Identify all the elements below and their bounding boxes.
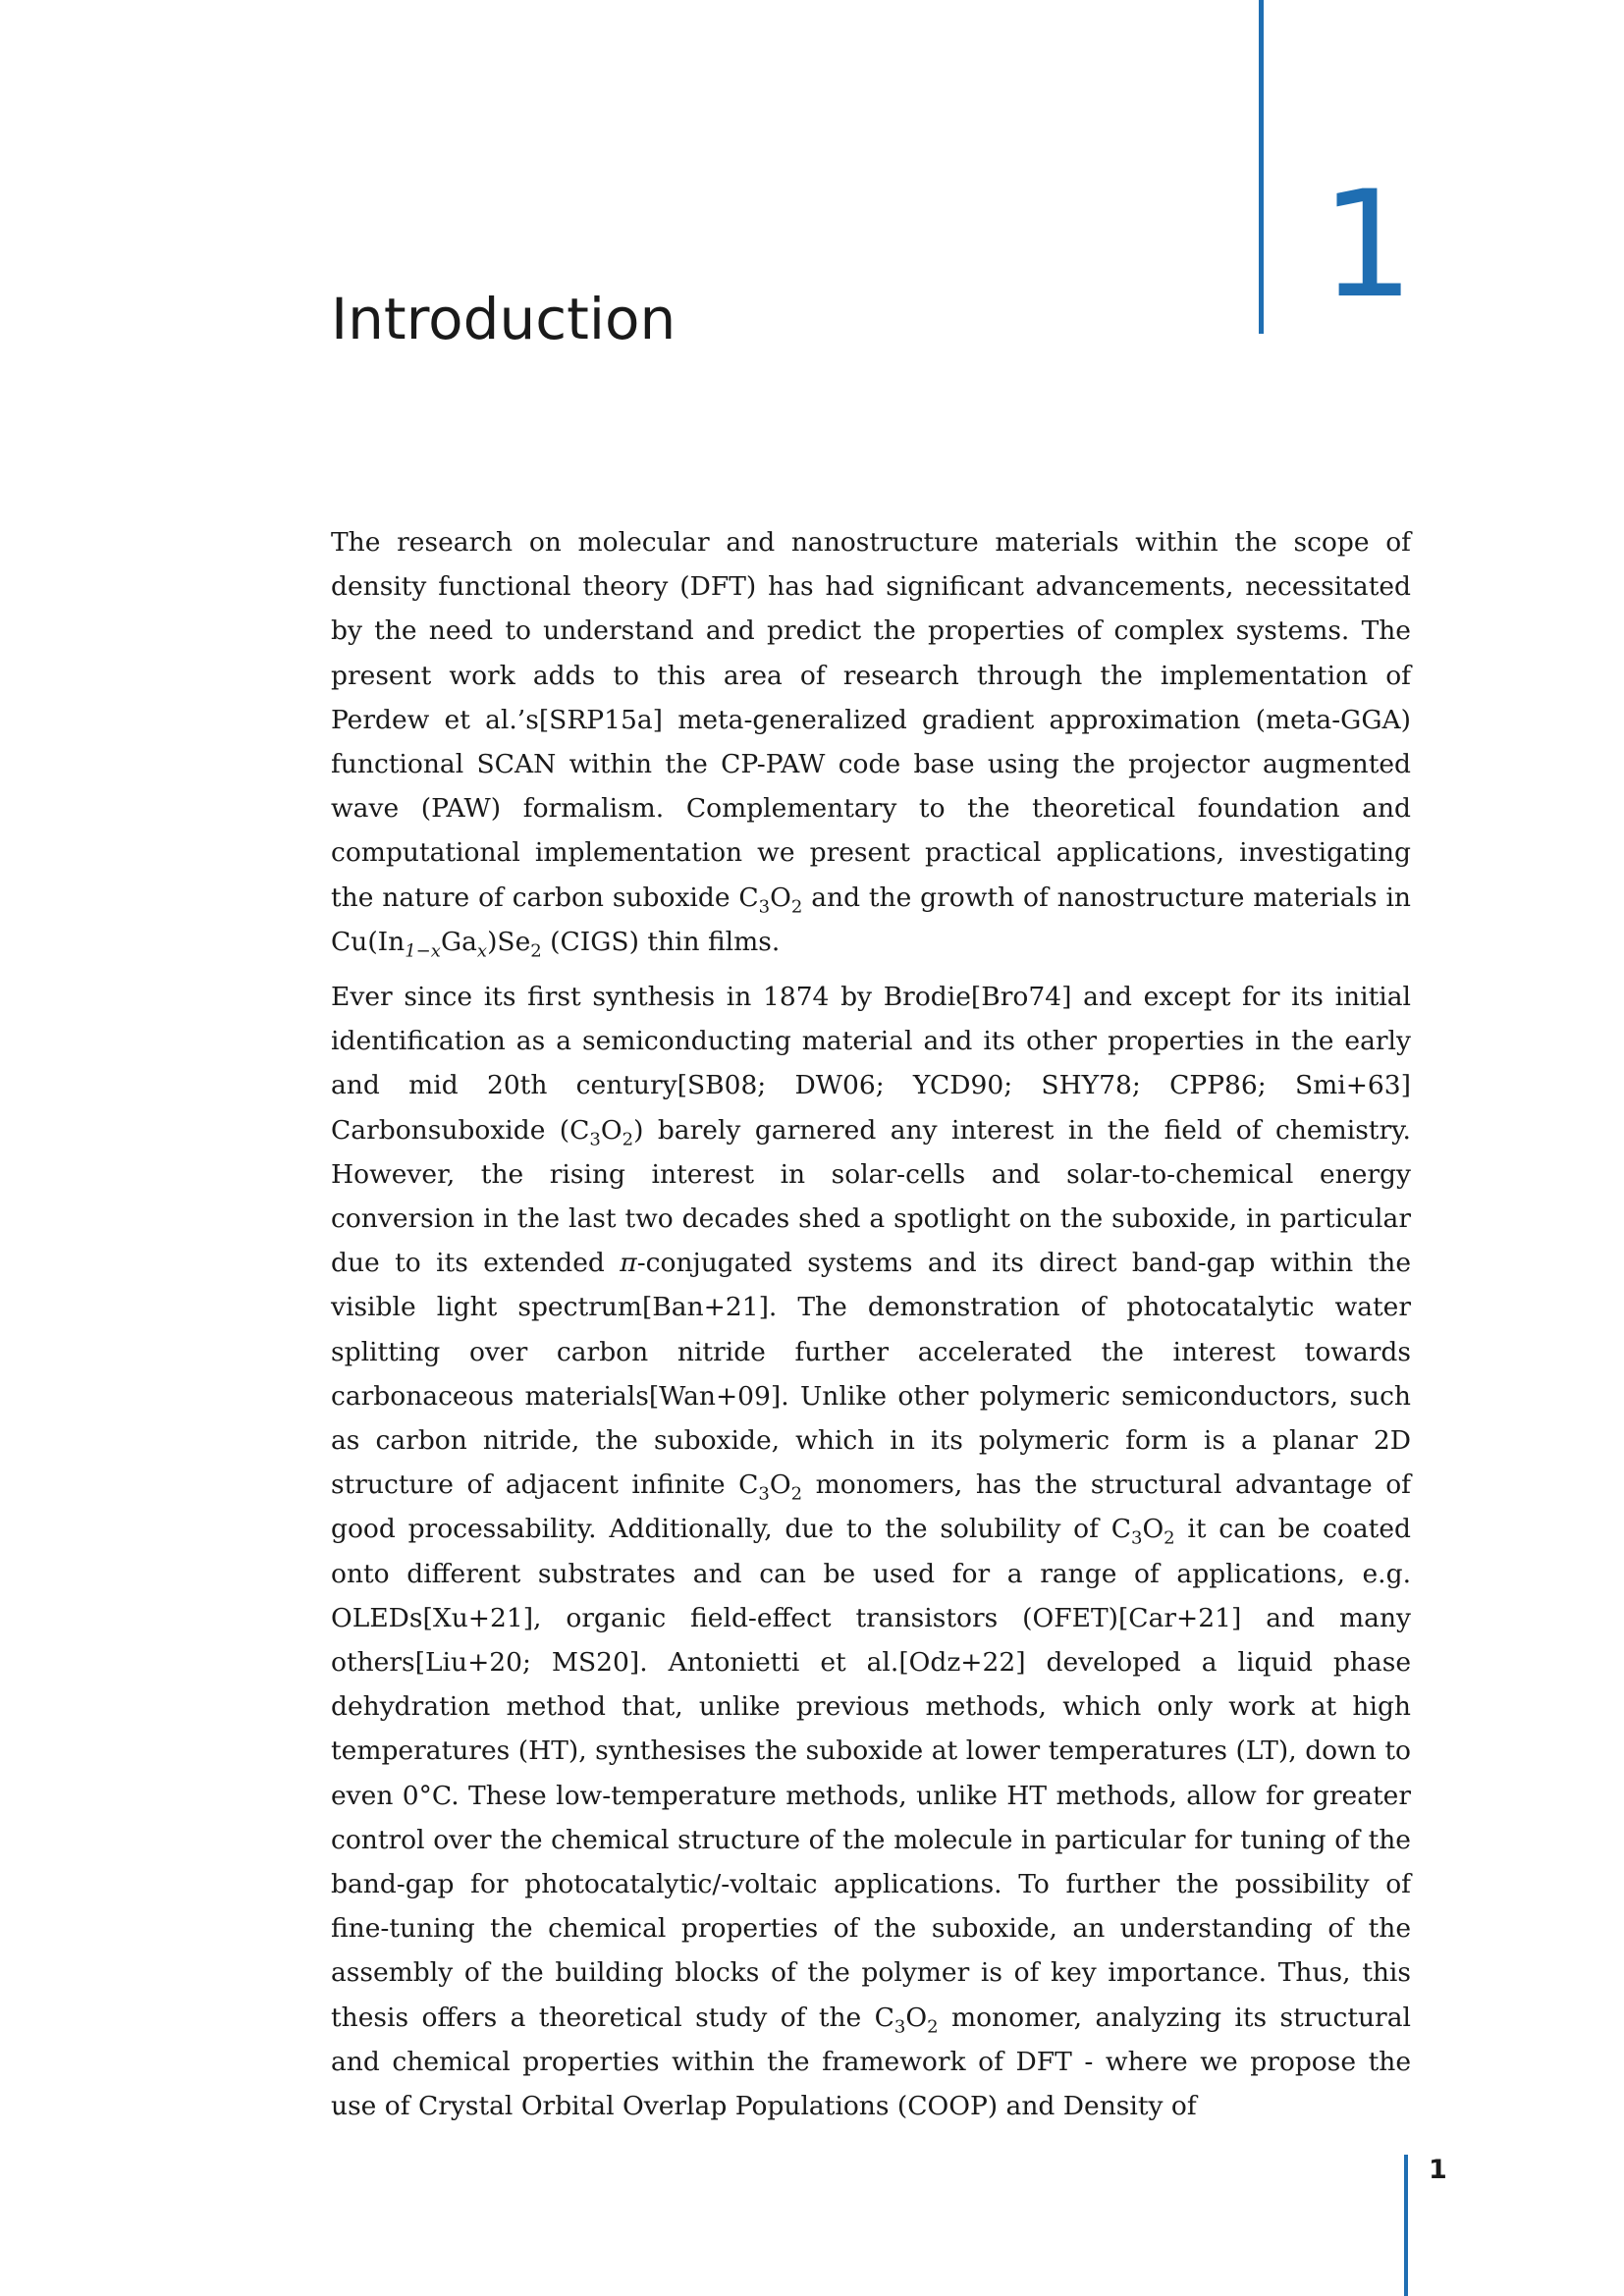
formula: $C_3O_2$: [1110, 1514, 1175, 1549]
text-run: monomers, has the structural advantage of good processability. Additionally, due to the solubility of: [331, 1469, 1411, 1545]
formula: $C_3O_2$: [738, 1469, 803, 1505]
chapter-title: Introduction: [331, 286, 677, 352]
formula: $Cu(In_{1-x}Ga_x)Se_2$: [331, 926, 542, 962]
text-run: The research on molecular and nanostructure materials within the scope of density functional theory (DFT) has had significant advancements, necessitated by the need to understand and predict the properties of complex systems. The present work adds to this area of research through the implementation of Perdew et al.’s[SRP15a] meta-generalized gradient approximation (meta-GGA) functional SCAN within the CP-PAW code base using the projector augmented wave (PAW) formalism. Complementary to the theoretical foundation and computational implementation we present practical applications, investigating the nature of carbon suboxide: [331, 527, 1411, 913]
text-run: -conjugated systems and its direct band-gap within the visible light spectrum[Ban+21]. The demonstration of photocatalytic water splitting over carbon nitride further accelerated the interest towards carbonaceous materials[Wan+09]. Unlike other polymeric semiconductors, such as carbon nitride, the suboxide, which in its polymeric form is a planar 2D structure of adjacent infinite: [331, 1248, 1412, 1501]
footer-rule: [1404, 2155, 1408, 2296]
paragraph-2: [331, 975, 1411, 2128]
chapter-rule: [1259, 0, 1264, 334]
pi-symbol: π: [620, 1248, 637, 1279]
text-run: it can be coated onto different substrates and can be used for a range of applications, e.g. OLEDs[Xu+21], organic field-effect transistors (OFET)[Car+21] and many others[Liu+20; MS20]. Antonietti et al.[Odz+22] developed a liquid phase dehydration method that, unlike previous methods, which only work at high temperatures (HT), synthesises the suboxide at lower temperatures (LT), down to even 0°C. These low-temperature methods, unlike HT methods, allow for greater control over the chemical structure of the molecule in particular for tuning of the band-gap for photocatalytic/-voltaic applications. To further the possibility of fine-tuning the chemical properties of the suboxide, an understanding of the assembly of the building blocks of the polymer is of key importance. Thus, this thesis offers a theoretical study of the: [331, 1514, 1411, 2033]
text-run: Ever since its first synthesis in 1874 by Brodie[Bro74] and except for its initial identification as a semiconducting material and its other properties in the early and mid 20th century[SB08; DW06; YCD90; SHY78; CPP86; Smi+63] Carbonsuboxide (: [331, 982, 1411, 1146]
formula: $C_3O_2$: [738, 881, 803, 917]
text-run: (CIGS) thin films.: [541, 926, 781, 957]
paragraph-1: [331, 520, 1411, 964]
formula: $C_3O_2$: [874, 2002, 939, 2037]
text-run: ) barely garnered any interest in the field of chemistry. However, the rising interest in solar-cells and solar-to-chemical energy conversion in the last two decades shed a spotlight on the suboxide, in particular due to its extended: [331, 1114, 1411, 1279]
page-number: 1: [1429, 2155, 1447, 2185]
text-run: and the growth of nanostructure materials in: [802, 881, 1411, 913]
text-run: monomer, analyzing its structural and chemical properties within the framework of DFT - where we propose the use of Crystal Orbital Overlap Populations (COOP) and Density of: [331, 2002, 1411, 2122]
chapter-number: 1: [1321, 160, 1415, 331]
formula: $C_3O_2$: [569, 1114, 634, 1149]
